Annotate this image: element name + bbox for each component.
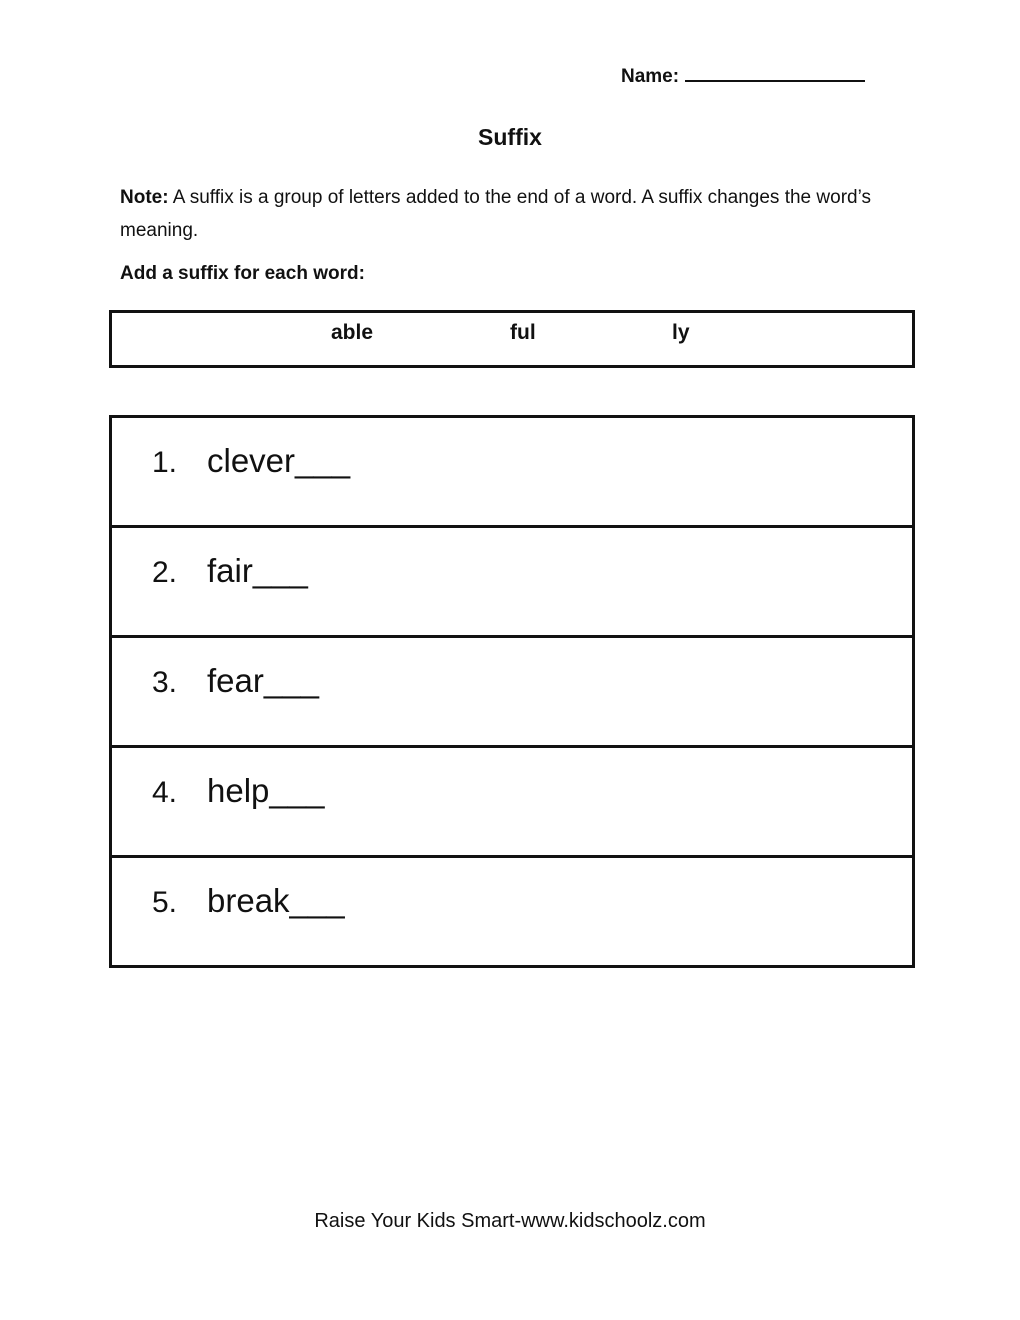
suffix-bank <box>109 310 915 368</box>
suffix-option: able <box>331 321 374 344</box>
word-row <box>112 748 912 858</box>
suffix-option: ful <box>510 321 536 344</box>
name-blank-line[interactable] <box>685 62 865 82</box>
word-row <box>112 418 912 528</box>
word-item: clever___ <box>207 442 351 479</box>
word-item: fear___ <box>207 662 319 699</box>
suffix-option: ly <box>672 321 690 344</box>
word-row <box>112 528 912 638</box>
word-number: 4. <box>152 776 178 809</box>
page-title: Suffix <box>478 124 542 150</box>
word-item: break___ <box>207 882 345 919</box>
note-text: A suffix is a group of letters added to the end of a word. A suffix changes the word’s meaning. <box>120 187 871 241</box>
word-number: 2. <box>152 556 178 589</box>
note-label: Note: <box>120 187 169 208</box>
word-number: 3. <box>152 666 178 699</box>
word-number: 1. <box>152 446 178 479</box>
name-field <box>621 62 865 88</box>
name-label: Name: <box>621 66 680 87</box>
instruction-text: Add a suffix for each word: <box>120 263 365 284</box>
note-paragraph <box>120 181 890 247</box>
word-row <box>112 638 912 748</box>
word-item: fair___ <box>207 552 308 589</box>
word-row <box>112 858 912 965</box>
footer-credit: Raise Your Kids Smart-www.kidschoolz.com <box>314 1210 706 1232</box>
word-number: 5. <box>152 886 178 919</box>
word-table <box>109 415 915 968</box>
word-item: help___ <box>207 772 325 809</box>
